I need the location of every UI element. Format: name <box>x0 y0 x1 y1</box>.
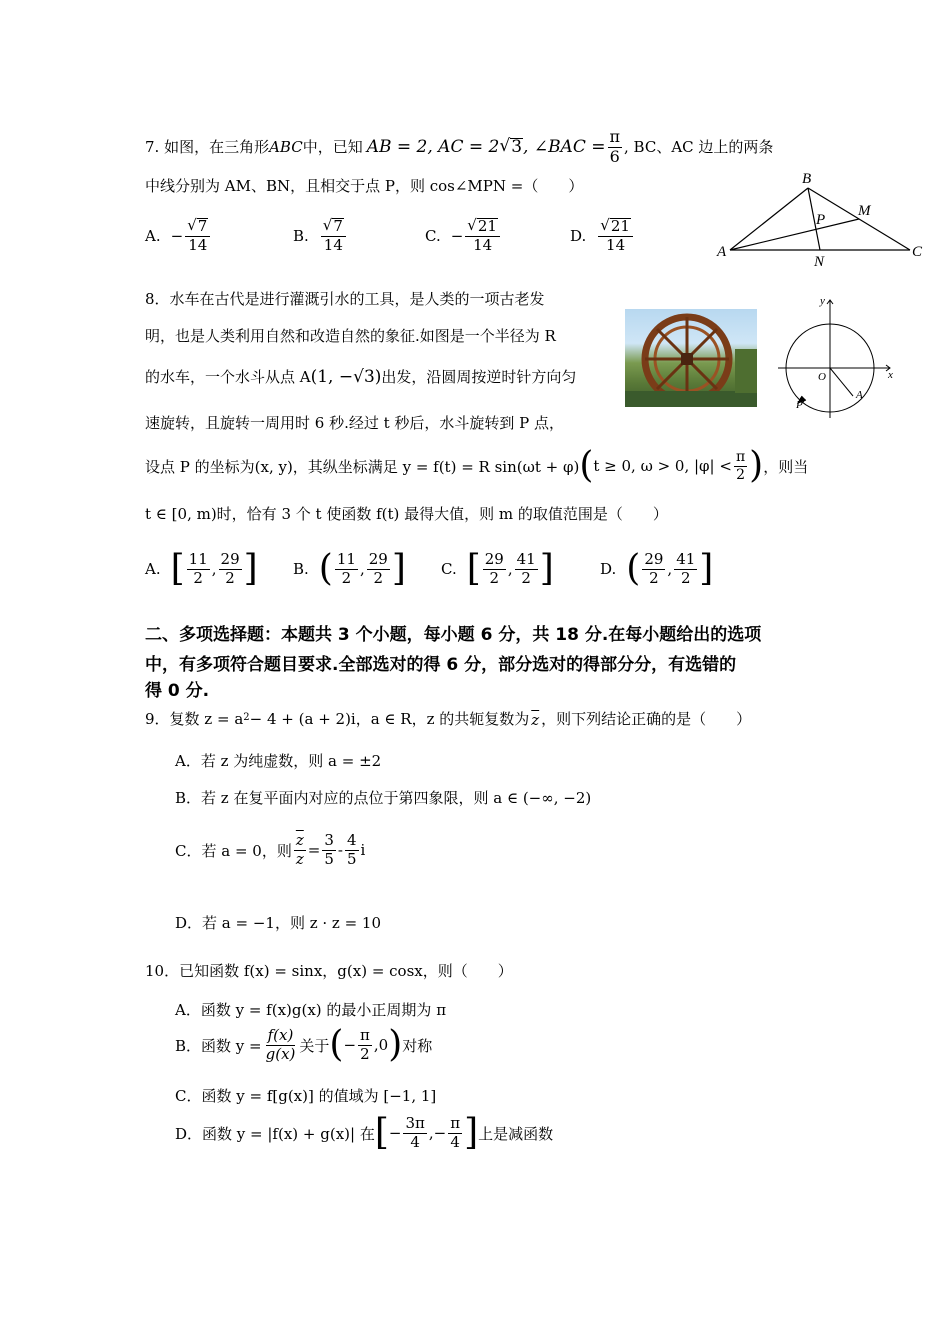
q8-line5 <box>145 444 808 488</box>
q9-option-c-eq: = <box>307 841 321 860</box>
q8-circle-figure <box>770 290 900 422</box>
q8-line4: 速旋转，且旋转一周用时 6 秒.经过 t 秒后，水斗旋转到 P 点， <box>145 414 565 432</box>
q8-option-a-label: A. <box>145 560 161 578</box>
q8-point-a: (1, −√3) <box>310 366 382 387</box>
q7-option-b-den: 14 <box>323 235 343 254</box>
q7-option-d-num: 21 <box>610 217 630 235</box>
q8-option-c-f2 <box>515 549 538 587</box>
q8-fig-label-o: O <box>818 371 826 383</box>
q7-pi-6 <box>608 126 623 166</box>
q9-stem-b: − 4 + (a + 2)i，a ∈ R，z 的共轭复数为 <box>249 710 530 728</box>
q8-option-d-n1: 29 <box>644 549 664 568</box>
q8-option-c-n1: 29 <box>484 549 504 568</box>
q8-option-c-rb: ] <box>539 548 554 589</box>
q9-option-c-n2: 4 <box>346 831 357 849</box>
q7-option-d-label: D. <box>570 226 587 245</box>
q8-option-b-f2 <box>367 549 390 587</box>
q10-option-b-c: 对称 <box>402 1036 433 1055</box>
q7-pi: π <box>609 126 621 146</box>
q7-option-b-frac: √ 7 14 <box>321 218 346 254</box>
q7-line2: 中线分别为 AM、BN，且相交于点 P，则 cos∠MPN =（ ） <box>145 177 584 195</box>
q9-option-c-f2 <box>345 833 359 868</box>
q8-option-a-f2 <box>219 549 242 587</box>
q7-option-b[interactable] <box>293 218 348 254</box>
q10-option-b-num: f(x) <box>267 1025 294 1044</box>
q8-option-b-f1 <box>335 549 358 587</box>
q9-option-c-i: i <box>360 841 366 860</box>
q8-fig-label-a: A <box>856 389 863 401</box>
q8-line5-b: t ≥ 0, ω > 0, |φ| < <box>593 457 732 475</box>
q7-six: 6 <box>609 146 620 166</box>
q8-fig-label-p: P <box>796 399 803 411</box>
q8-line5-c: ，则当 <box>763 457 809 476</box>
q9-option-c-f1 <box>322 833 336 868</box>
q7-option-c-sign: − <box>450 226 464 245</box>
q7-fig-label-n: N <box>814 254 825 268</box>
q10-option-d-n1: 3π <box>405 1113 425 1132</box>
q8-option-b-n1: 11 <box>336 549 356 568</box>
q8-option-b-d2: 2 <box>373 568 384 587</box>
q8-option-b-d1: 2 <box>341 568 352 587</box>
q8-option-a-d1: 2 <box>193 568 203 587</box>
q9-stem-a: 9．复数 z = a <box>145 710 244 728</box>
q9-option-c-a: C．若 a = 0，则 <box>175 841 292 860</box>
q10-option-d-n2: π <box>450 1113 461 1132</box>
q8-option-a-n2: 29 <box>220 549 240 568</box>
q8-option-d-d2: 2 <box>680 568 691 587</box>
q8-line6: t ∈ [0, m)时，恰有 3 个 t 使函数 f(t) 最得大值，则 m 的取值范围是（ ） <box>145 505 668 523</box>
q9-option-c-mid: - <box>337 841 343 860</box>
q10-option-d-rb: ] <box>464 1112 479 1153</box>
q9-option-c-zbar: $\overline{z}$ <box>295 831 304 849</box>
q7-option-d-den: 14 <box>606 235 626 254</box>
q9-stem <box>145 708 751 729</box>
q7-option-b-num: 7 <box>333 217 343 235</box>
q8-line3 <box>145 366 576 387</box>
q7-option-a-label: A. <box>145 226 161 245</box>
q8-option-d[interactable]: D. ( $\frac{29}{2}$ , $\frac{41}{2}$ ] <box>600 548 714 589</box>
q7-sqrt: √ 3 <box>499 136 523 157</box>
q10-option-b-a: B．函数 y = <box>175 1036 262 1055</box>
q10-option-b-b: 关于 <box>299 1036 330 1055</box>
q10-option-b-lp: ( <box>329 1024 344 1065</box>
section2-line3: 得 0 分. <box>145 681 210 701</box>
q7-fig-label-p: P <box>816 212 826 228</box>
q9-option-c-z: z <box>295 849 304 868</box>
q7-fig-label-a: A <box>717 244 727 260</box>
q10-option-b-two: 2 <box>360 1044 370 1063</box>
q8-option-b-rb: ] <box>391 548 406 589</box>
q8-option-b[interactable]: B. ( $\frac{11}{2}$ , $\frac{29}{2}$ ] <box>293 548 406 589</box>
waterwheel-photo <box>625 309 757 407</box>
q7-option-c-num: 21 <box>477 217 497 235</box>
q7-option-c-label: C. <box>425 226 441 245</box>
q8-option-d-f1 <box>642 549 665 587</box>
q8-paren-open: ( <box>579 445 594 486</box>
q9-option-c-d2: 5 <box>346 849 357 868</box>
q8-pi-2 <box>734 450 747 482</box>
q10-option-d-d1: 4 <box>410 1132 420 1151</box>
q9-option-c-zfrac <box>294 833 306 868</box>
q7-cond: AB = 2, AC = 2 <box>366 136 500 157</box>
q7-option-a-frac: √ 7 14 <box>185 218 210 254</box>
q8-option-c-label: C. <box>441 560 457 578</box>
q9-option-c-d1: 5 <box>324 849 334 868</box>
q7-fig-label-c: C <box>912 244 923 260</box>
q10-option-d-a: D．函数 y = |f(x) + g(x)| 在 <box>175 1124 375 1143</box>
q10-option-b-pi: π <box>360 1025 370 1044</box>
q10-option-d-lb: [ <box>374 1112 389 1153</box>
q8-fig-label-y: y <box>820 295 825 307</box>
q9-zbar: $\overline{z}$ <box>531 711 540 729</box>
q8-option-a-rb: ] <box>243 548 258 589</box>
q8-line3-a: 的水车，一个水斗从点 A <box>145 368 311 386</box>
q9-stem-c: ，则下列结论正确的是（ ） <box>541 710 752 728</box>
q7-option-d[interactable] <box>570 218 635 254</box>
q8-line2: 明，也是人类利用自然和改造自然的象征.如图是一个半径为 R <box>145 327 556 345</box>
q7-option-a-sign: − <box>170 226 184 245</box>
q9-option-a[interactable]: A．若 z 为纯虚数，则 a = ±2 <box>175 752 382 770</box>
q7-angle: , ∠BAC = <box>523 136 606 157</box>
q7-option-c-den: 14 <box>473 235 493 254</box>
section2-line1: 二、多项选择题：本题共 3 个小题，每小题 6 分，共 18 分.在每小题给出的选项 <box>145 625 762 645</box>
q8-option-d-f2 <box>674 549 697 587</box>
q7-sqrt-rad: 3 <box>511 137 523 157</box>
q8-option-c-n2: 41 <box>516 549 536 568</box>
q8-option-c[interactable]: C. [ $\frac{29}{2}$ , $\frac{41}{2}$ ] <box>441 548 554 589</box>
q8-option-a-n1: 11 <box>188 549 208 568</box>
q7-triangle-figure <box>712 168 932 268</box>
q10-option-b-rp: ) <box>388 1024 403 1065</box>
waterwheel-image <box>625 309 757 407</box>
q8-option-a[interactable]: A. [ $\frac{11}{2}$ , $\frac{29}{2}$ ] <box>145 548 258 589</box>
q10-option-b-pi2 <box>358 1025 372 1063</box>
q9-option-d[interactable]: D．若 a = −1，则 z · z = 10 <box>175 914 382 932</box>
q8-option-a-lb: [ <box>170 548 185 589</box>
q8-option-d-n2: 41 <box>676 549 696 568</box>
q7-intro: 7. 如图，在三角形 <box>145 137 270 156</box>
q7-option-a-num: 7 <box>197 217 208 235</box>
q7-option-d-frac: √ 21 14 <box>598 218 633 254</box>
q10-option-a[interactable]: A．函数 y = f(x)g(x) 的最小正周期为 π <box>175 1001 447 1019</box>
q10-option-c[interactable]: C．函数 y = f[g(x)] 的值域为 [−1, 1] <box>175 1087 437 1105</box>
q8-line1: 8．水车在古代是进行灌溉引水的工具，是人类的一项古老发 <box>145 290 545 308</box>
q7-triangle-name: ABC <box>269 137 303 156</box>
q7-option-b-label: B. <box>293 226 309 245</box>
q10-option-b-den: g(x) <box>265 1044 296 1063</box>
q9-stem-sup: 2 <box>243 712 250 723</box>
q8-line5-a: 设点 P 的坐标为(x, y)，其纵坐标满足 y = f(t) = R sin(ωt + φ) <box>145 457 580 476</box>
q8-option-a-d2: 2 <box>225 568 235 587</box>
q8-option-b-n2: 29 <box>368 549 388 568</box>
q8-two: 2 <box>736 466 746 483</box>
q9-option-b[interactable]: B．若 z 在复平面内对应的点位于第四象限，则 a ∈ (−∞, −2) <box>175 789 592 807</box>
q7-option-c[interactable] <box>425 218 502 254</box>
q10-option-d-f2 <box>448 1113 462 1151</box>
q8-option-d-label: D. <box>600 560 617 578</box>
q10-option-b-frac <box>264 1025 298 1063</box>
q8-option-c-lb: [ <box>466 548 481 589</box>
q10-option-d-b: 上是减函数 <box>478 1124 554 1143</box>
q7-option-a[interactable] <box>145 218 212 254</box>
q8-pi: π <box>735 448 746 465</box>
q9-option-c[interactable] <box>175 833 365 868</box>
q8-fig-label-x: x <box>888 369 893 381</box>
q10-option-d-d2: 4 <box>450 1132 460 1151</box>
q7-fig-label-m: M <box>858 203 871 219</box>
q7-fig-label-b: B <box>802 171 812 187</box>
q10-option-b[interactable]: B．函数 y = $\frac{f(x)}{g(x)}$ 关于 ( − $\frac{\pi}{2}$ ,0 ) 对称 <box>175 1024 433 1065</box>
q10-option-d[interactable]: D．函数 y = |f(x) + g(x)| 在 [ − $\frac{3\pi}{4}$ ,− $\frac{\pi}{4}$ ] 上是减函数 <box>175 1112 554 1153</box>
q8-line3-b: 出发，沿圆周按逆时针方向匀 <box>381 368 577 386</box>
q8-option-a-f1 <box>187 549 210 587</box>
q7-option-c-frac: √ 21 14 <box>465 218 500 254</box>
q8-option-b-label: B. <box>293 560 309 578</box>
q8-option-b-lb: ( <box>318 548 333 589</box>
section2-line2: 中，有多项符合题目要求.全部选对的得 6 分，部分选对的得部分分，有选错的 <box>145 655 737 675</box>
q10-stem: 10．已知函数 f(x) = sinx，g(x) = cosx，则（ ） <box>145 962 513 980</box>
q10-option-d-f1 <box>403 1113 426 1151</box>
q9-option-c-n1: 3 <box>324 831 334 849</box>
q7-line1-end: , BC、AC 边上的两条 <box>624 137 774 156</box>
q7-option-a-den: 14 <box>188 235 208 254</box>
q8-paren-close: ) <box>749 445 764 486</box>
q8-option-c-f1 <box>483 549 506 587</box>
q8-option-c-d1: 2 <box>489 568 500 587</box>
q7-intro2: 中，已知 <box>302 137 363 156</box>
q8-option-d-d1: 2 <box>649 568 659 587</box>
q8-option-d-rb: ] <box>699 548 714 589</box>
q8-option-d-lb: ( <box>626 548 641 589</box>
q7-line1 <box>145 127 773 167</box>
q8-option-c-d2: 2 <box>521 568 531 587</box>
